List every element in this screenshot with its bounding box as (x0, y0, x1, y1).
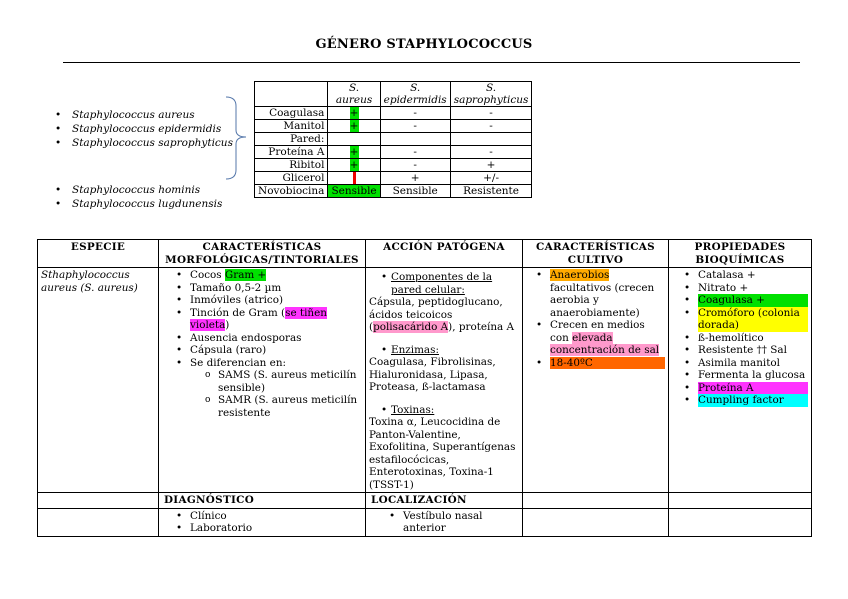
list-item: • Catalasa + (698, 269, 808, 282)
list-item (190, 307, 362, 332)
cell-aureus (328, 133, 380, 146)
text: Crecen en medios con (550, 319, 645, 344)
highlight-violeta: se tiñen violeta (190, 306, 327, 331)
row-label: Glicerol (255, 172, 328, 185)
cell-aureus (328, 120, 380, 133)
section-heading: Toxinas: (391, 403, 435, 416)
row-label: Pared: (255, 133, 328, 146)
highlight-gram: Gram + (224, 269, 267, 281)
section-componentes (369, 271, 519, 296)
cell-saprophyticus: Resistente (450, 185, 532, 198)
morf-cell (159, 268, 366, 493)
list-item: • Ausencia endosporas (190, 332, 362, 345)
highlight-sal: elevada concentración de sal (550, 331, 660, 356)
section-heading: Enzimas: (391, 343, 439, 356)
species-detail-table (37, 239, 812, 537)
text: ) (225, 319, 230, 331)
paragraph: Toxina α, Leucocidina de Panton-Valentine, Exofolitina, Superantígenas estafilocócicas, Enterotoxinas, Toxina-1 (TSST-1) (369, 416, 516, 491)
section-toxinas (369, 404, 519, 417)
curly-brace-icon (224, 96, 248, 180)
list-item: • Nitrato + (698, 282, 808, 295)
list-item (550, 319, 665, 357)
highlight-coagulasa: • Coagulasa + (698, 294, 808, 307)
species-item: • Staphylococcus epidermidis (55, 122, 233, 136)
cell-saprophyticus: - (450, 146, 532, 159)
text: Cocos (190, 269, 225, 281)
cell-aureus: Sensible (328, 185, 380, 198)
row-label: Proteína A (255, 146, 328, 159)
negative-mark (353, 172, 356, 184)
row-label: Coagulasa (255, 107, 328, 120)
species-name: Sthaphylococcus aureus (S. aureus) (38, 268, 159, 493)
highlight-anaerobios: Anaerobios (550, 269, 610, 281)
species-item: • Staphylococcus lugdunensis (55, 197, 222, 211)
page-title: GÉNERO STAPHYLOCOCCUS (315, 37, 533, 52)
empty-cell (523, 493, 669, 509)
list-item: • Clínico (190, 510, 362, 523)
col-saprophyticus: S. saprophyticus (450, 82, 532, 107)
corner-cell (255, 82, 328, 107)
row-label: Novobiocina (255, 185, 328, 198)
row-label: Manitol (255, 120, 328, 133)
empty-cell (38, 493, 159, 509)
empty-cell (669, 493, 812, 509)
paragraph: Coagulasa, Fibrolisinas, Hialuronidasa, Lipasa, Proteasa, ß-lactamasa (369, 356, 496, 393)
list-item: • Tamaño 0,5-2 µm (190, 282, 362, 295)
section-enzimas (369, 344, 519, 357)
text: Cápsula, peptidoglucano, ácidos teicoicos ( (369, 296, 503, 333)
col-aureus: S. aureus (328, 82, 380, 107)
highlight-temperatura: • 18-40ºC (550, 357, 665, 370)
cell-epidermidis: - (380, 146, 450, 159)
list-item: • ß-hemolítico (698, 332, 808, 345)
empty-cell (38, 508, 159, 536)
species-item: • Staphylococcus aureus (55, 108, 233, 122)
diagnostico-heading: DIAGNÓSTICO (159, 493, 366, 509)
list-item: • Inmóviles (atrico) (190, 294, 362, 307)
highlight-proteina-a: • Proteína A (698, 382, 808, 395)
cell-epidermidis: - (380, 159, 450, 172)
cell-saprophyticus: + (450, 159, 532, 172)
cell-aureus (328, 146, 380, 159)
species-list-main (55, 108, 233, 150)
localizacion-cell (366, 508, 523, 536)
col-epidermidis: S. epidermidis (380, 82, 450, 107)
section-heading: Componentes de la pared celular: (391, 271, 493, 296)
bioq-cell (669, 268, 812, 493)
list-item (190, 269, 362, 282)
cell-epidermidis: Sensible (380, 185, 450, 198)
species-list-other (55, 183, 222, 211)
paragraph (369, 296, 519, 334)
cell-saprophyticus: - (450, 107, 532, 120)
localizacion-heading: LOCALIZACIÓN (366, 493, 523, 509)
diagnostico-cell (159, 508, 366, 536)
highlight-polisacarido: polisacárido A (373, 321, 449, 333)
cell-saprophyticus: +/- (450, 172, 532, 185)
title-rule (63, 62, 800, 63)
sub-list-item: o SAMR (S. aureus meticilín resistente (218, 394, 362, 419)
sub-list-item: o SAMS (S. aureus meticilín sensible) (218, 369, 362, 394)
text: Tinción de Gram ( (190, 306, 286, 319)
comparison-table (254, 81, 532, 198)
list-item: • Vestíbulo nasal anterior (403, 510, 519, 535)
cell-epidermidis: - (380, 107, 450, 120)
positive-mark: + (349, 146, 359, 158)
header-accion-patogena: ACCIÓN PATÓGENA (366, 240, 523, 268)
list-item: • Resistente †† Sal (698, 344, 808, 357)
list-item: • Asimila manitol (698, 357, 808, 370)
row-label: Ribitol (255, 159, 328, 172)
list-item: • Laboratorio (190, 522, 362, 535)
cell-aureus (328, 159, 380, 172)
accion-cell (366, 268, 523, 493)
positive-mark: + (349, 120, 359, 132)
header-morfologicas: CARACTERÍSTICAS MORFOLÓGICAS/TINTORIALES (159, 240, 366, 268)
species-item: • Staphylococcus saprophyticus (55, 136, 233, 150)
header-cultivo: CARACTERÍSTICAS CULTIVO (523, 240, 669, 268)
list-item (550, 269, 665, 319)
cell-saprophyticus: - (450, 120, 532, 133)
header-especie: ESPECIE (38, 240, 159, 268)
highlight-cumpling: • Cumpling factor (698, 394, 808, 407)
positive-mark: + (349, 159, 359, 171)
list-item: • Fermenta la glucosa (698, 369, 808, 382)
cell-epidermidis: - (380, 120, 450, 133)
list-item: • Cápsula (raro) (190, 344, 362, 357)
cell-saprophyticus (450, 133, 532, 146)
highlight-cromoforo: • Cromóforo (colonia dorada) (698, 307, 808, 332)
text: Se diferencian en: (190, 356, 287, 369)
cell-epidermidis (380, 133, 450, 146)
cell-epidermidis: + (380, 172, 450, 185)
cell-aureus (328, 172, 380, 185)
cultivo-cell (523, 268, 669, 493)
header-bioquimicas: PROPIEDADES BIOQUÍMICAS (669, 240, 812, 268)
empty-cell (669, 508, 812, 536)
positive-mark: + (349, 107, 359, 119)
cell-aureus (328, 107, 380, 120)
text: facultativos (crecen aerobia y anaerobiamente) (550, 281, 655, 319)
list-item (190, 357, 362, 420)
species-item: • Staphylococcus hominis (55, 183, 222, 197)
empty-cell (523, 508, 669, 536)
text: ), proteína A (448, 321, 515, 333)
